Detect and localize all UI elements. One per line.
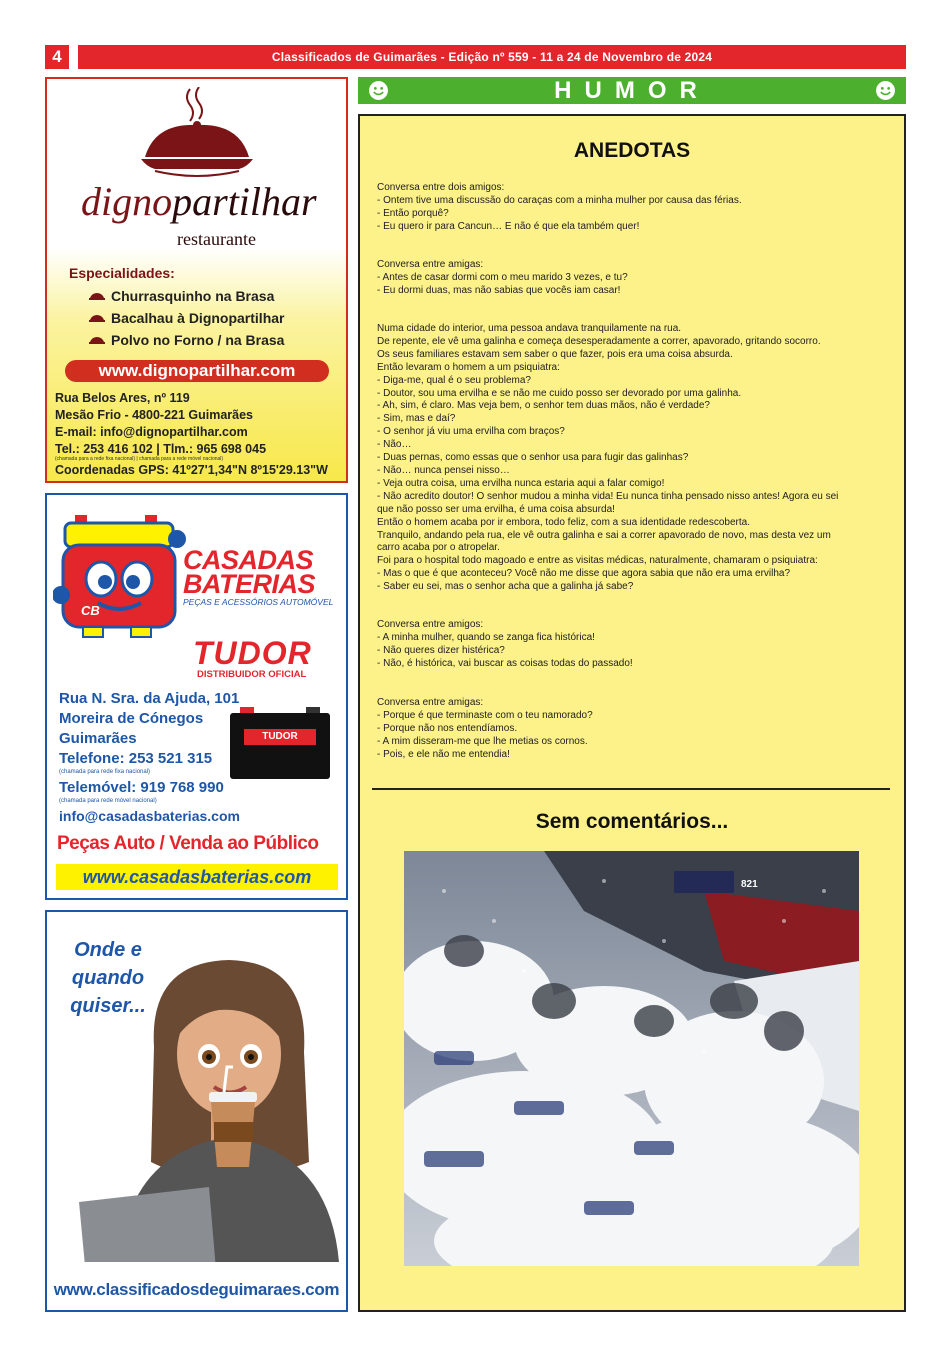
specialties-label: Especialidades:	[69, 265, 175, 281]
snowy-stadium-photo	[404, 851, 859, 1266]
mascot-badge: CB	[81, 603, 100, 618]
section-divider	[372, 788, 890, 790]
scoreboard-text: 821	[741, 879, 758, 890]
restaurant-phones: Tel.: 253 416 102 | Tlm.: 965 698 045	[55, 442, 267, 456]
restaurant-website[interactable]: www.dignopartilhar.com	[65, 360, 329, 382]
restaurant-city: Mesão Frio - 4800-221 Guimarães	[55, 408, 254, 422]
section-title: HUMOR	[554, 77, 710, 104]
restaurant-gps: Coordenadas GPS: 41º27'1,34"N 8º15'29.13"W	[55, 463, 328, 477]
woman-with-laptop-illustration	[59, 952, 339, 1262]
smiley-icon	[875, 80, 896, 101]
tudor-subtitle: DISTRIBUIDOR OFICIAL	[197, 669, 307, 680]
brand-part2: partilhar	[172, 179, 317, 224]
phone-note: (chamada para a rede fixa nacional) | chamada para a rede móvel nacional)	[55, 456, 224, 462]
joke-paragraph: Conversa entre amigos: - A minha mulher, quando se zanga fica histórica! - Não queres dizer histérica? - Não, é histórica, vai buscar as coisas todas do passado!	[377, 619, 633, 669]
joke-paragraph: Conversa entre dois amigos: - Ontem tive uma discussão do caraças com a minha mulher por causa das férias. - Então porquê? - Eu quero ir para Cancun… E não é que ela também quer!	[377, 182, 742, 232]
batteries-website[interactable]: www.casadasbaterias.com	[56, 864, 338, 890]
restaurant-subtitle: restaurante	[177, 229, 256, 249]
car-battery-image	[230, 707, 330, 779]
joke-paragraph: Conversa entre amigas: - Porque é que terminaste com o teu namorado? - Porque não nos entendíamos. - A mim disseram-me que lhe metias os cornos. - Pois, e ele não me entendia!	[377, 697, 593, 760]
no-comments-title: Sem comentários...	[535, 810, 729, 833]
brand-part1: digno	[81, 179, 173, 224]
battery-mascot-icon	[53, 511, 188, 641]
pot-bullet-icon	[89, 313, 105, 323]
classifieds-slogan: Onde e quando quiser...	[70, 939, 146, 1017]
battery-label: TUDOR	[244, 729, 316, 745]
batteries-locality: Moreira de Cónegos	[59, 710, 204, 727]
restaurant-brand	[81, 178, 317, 225]
batteries-city: Guimarães	[59, 730, 137, 747]
restaurant-address: Rua Belos Ares, nº 119	[55, 391, 190, 405]
batteries-slogan: Peças Auto / Venda ao Público	[57, 833, 319, 854]
pot-bullet-icon	[89, 291, 105, 301]
batteries-mobile: Telemóvel: 919 768 990	[59, 779, 224, 796]
batteries-ad	[45, 493, 348, 900]
classifieds-ad	[45, 910, 348, 1312]
batteries-brand-line1: CASADAS	[183, 545, 314, 575]
batteries-address: Rua N. Sra. da Ajuda, 101	[59, 690, 240, 707]
specialty-item: Polvo no Forno / na Brasa	[89, 332, 284, 348]
restaurant-email: E-mail: info@dignopartilhar.com	[55, 425, 248, 439]
batteries-mobile-note: (chamada para rede móvel nacional)	[59, 798, 157, 804]
specialty-item: Churrasquinho na Brasa	[89, 288, 274, 304]
batteries-phone-note: (chamada para rede fixa nacional)	[59, 769, 151, 775]
joke-paragraph: Conversa entre amigas: - Antes de casar dormi com o meu marido 3 vezes, e tu? - Eu dormi duas, mas não sabias que vocês iam casar!	[377, 259, 628, 296]
tudor-logo: TUDOR	[193, 635, 312, 671]
joke-paragraph: Numa cidade do interior, uma pessoa andava tranquilamente na rua. De repente, ele vê uma galinha e começa desesperadamente a correr, apavorado, gritando socorro. Os seus familiares estavam sem saber o que fazer, pois era uma coisa absurda. Então levaram o homem a um psiquiatra: - Diga-me, qual é o seu problema? - Doutor, sou uma ervilha e se não me cuido posso ser devorado por uma galinha. - Ah, sim, é claro. Mas veja bem, o senhor tem duas mãos, não é verdade? - Sim, mas e daí? - O senhor já viu uma ervilha com braços? - Não… - Duas pernas, como essas que o senhor usa para fugir das galinhas? - Não… nunca pensei nisso… - Veja outra coisa, uma ervilha nunca estaria aqui a falar comigo! - Não acredito doutor! O senhor mudou a minha vida! Eu nunca tinha pensado nisso antes! Agora eu sei que não posso ser uma ervilha, é uma coisa absurda! Então o homem acaba por ir embora, todo feliz, com a sua identidade redescoberta. Tranquilo, andando pela rua, ele vê outra galinha e sai a correr apavorado de novo, mas desta vez um carro acaba por o atropelar. Foi para o hospital todo magoado e entre as visitas médicas, naturalmente, chamaram o psiquiatra: - Mas o que é que aconteceu? Você não me disse que agora sabia que não era uma ervilha? - Saber eu sei, mas o senhor acha que a galinha já sabe?	[377, 323, 839, 593]
publication-header: Classificados de Guimarães - Edição nº 559 - 11 a 24 de Novembro de 2024	[78, 45, 906, 69]
batteries-phone: Telefone: 253 521 315	[59, 750, 213, 767]
page-number: 4	[45, 45, 69, 69]
cooking-pot-icon	[135, 87, 260, 177]
jokes-title: ANEDOTAS	[573, 139, 691, 162]
restaurant-ad	[45, 77, 348, 483]
pot-bullet-icon	[89, 335, 105, 345]
batteries-tagline: PEÇAS E ACESSÓRIOS AUTOMÓVEL	[183, 597, 334, 607]
batteries-email: info@casadasbaterias.com	[59, 808, 240, 824]
smiley-icon	[368, 80, 389, 101]
classifieds-website[interactable]: www.classificadosdeguimaraes.com	[53, 1280, 340, 1299]
batteries-brand-line2: BATERIAS	[183, 569, 316, 599]
section-banner	[358, 77, 906, 104]
specialty-item: Bacalhau à Dignopartilhar	[89, 310, 284, 326]
